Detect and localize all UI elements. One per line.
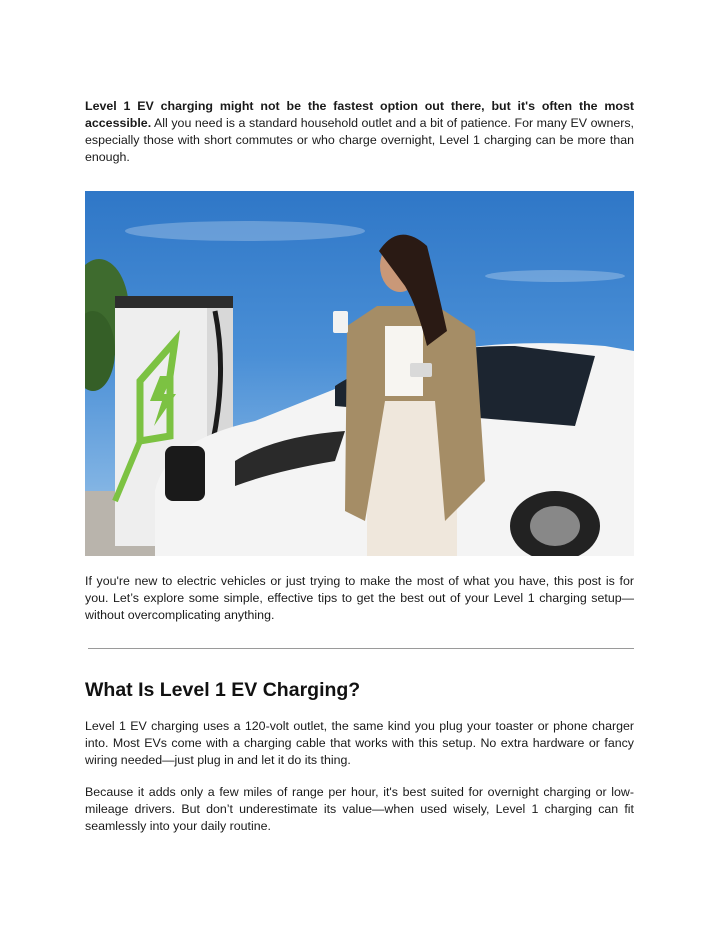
intro-bold-lead: Level 1 EV charging might not be the fastest option out there, but it's often the most accessible.: [85, 99, 634, 130]
body-paragraph: Level 1 EV charging uses a 120-volt outlet, the same kind you plug your toaster or phone charger into. Most EVs come with a charging cable that works with this setup. No extra hardware or fancy wiring needed—just plug in and let it do its thing.: [85, 719, 634, 767]
section-divider: [88, 648, 634, 649]
body-paragraph: Because it adds only a few miles of range per hour, it's best suited for overnight charging or low-mileage drivers. But don’t underestimate its value—when used wisely, Level 1 charging can fit seamlessly into your daily routine.: [85, 785, 634, 833]
intro-paragraph: [85, 98, 634, 166]
lead-in-paragraph: If you're new to electric vehicles or just trying to make the most of what you have, this post is for you. Let’s explore some simple, effective tips to get the best out of your Level 1 charging setup—without overcomplicating anything.: [85, 574, 634, 622]
intro-text: All you need is a standard household outlet and a bit of patience. For many EV owners, especially those with short commutes or who charge overnight, Level 1 charging can be more than enough.: [85, 116, 634, 164]
section-heading: What Is Level 1 EV Charging?: [85, 679, 361, 701]
ev-charging-photo: [85, 191, 634, 556]
photo-illustration: [85, 191, 634, 556]
article-body: [85, 98, 634, 835]
